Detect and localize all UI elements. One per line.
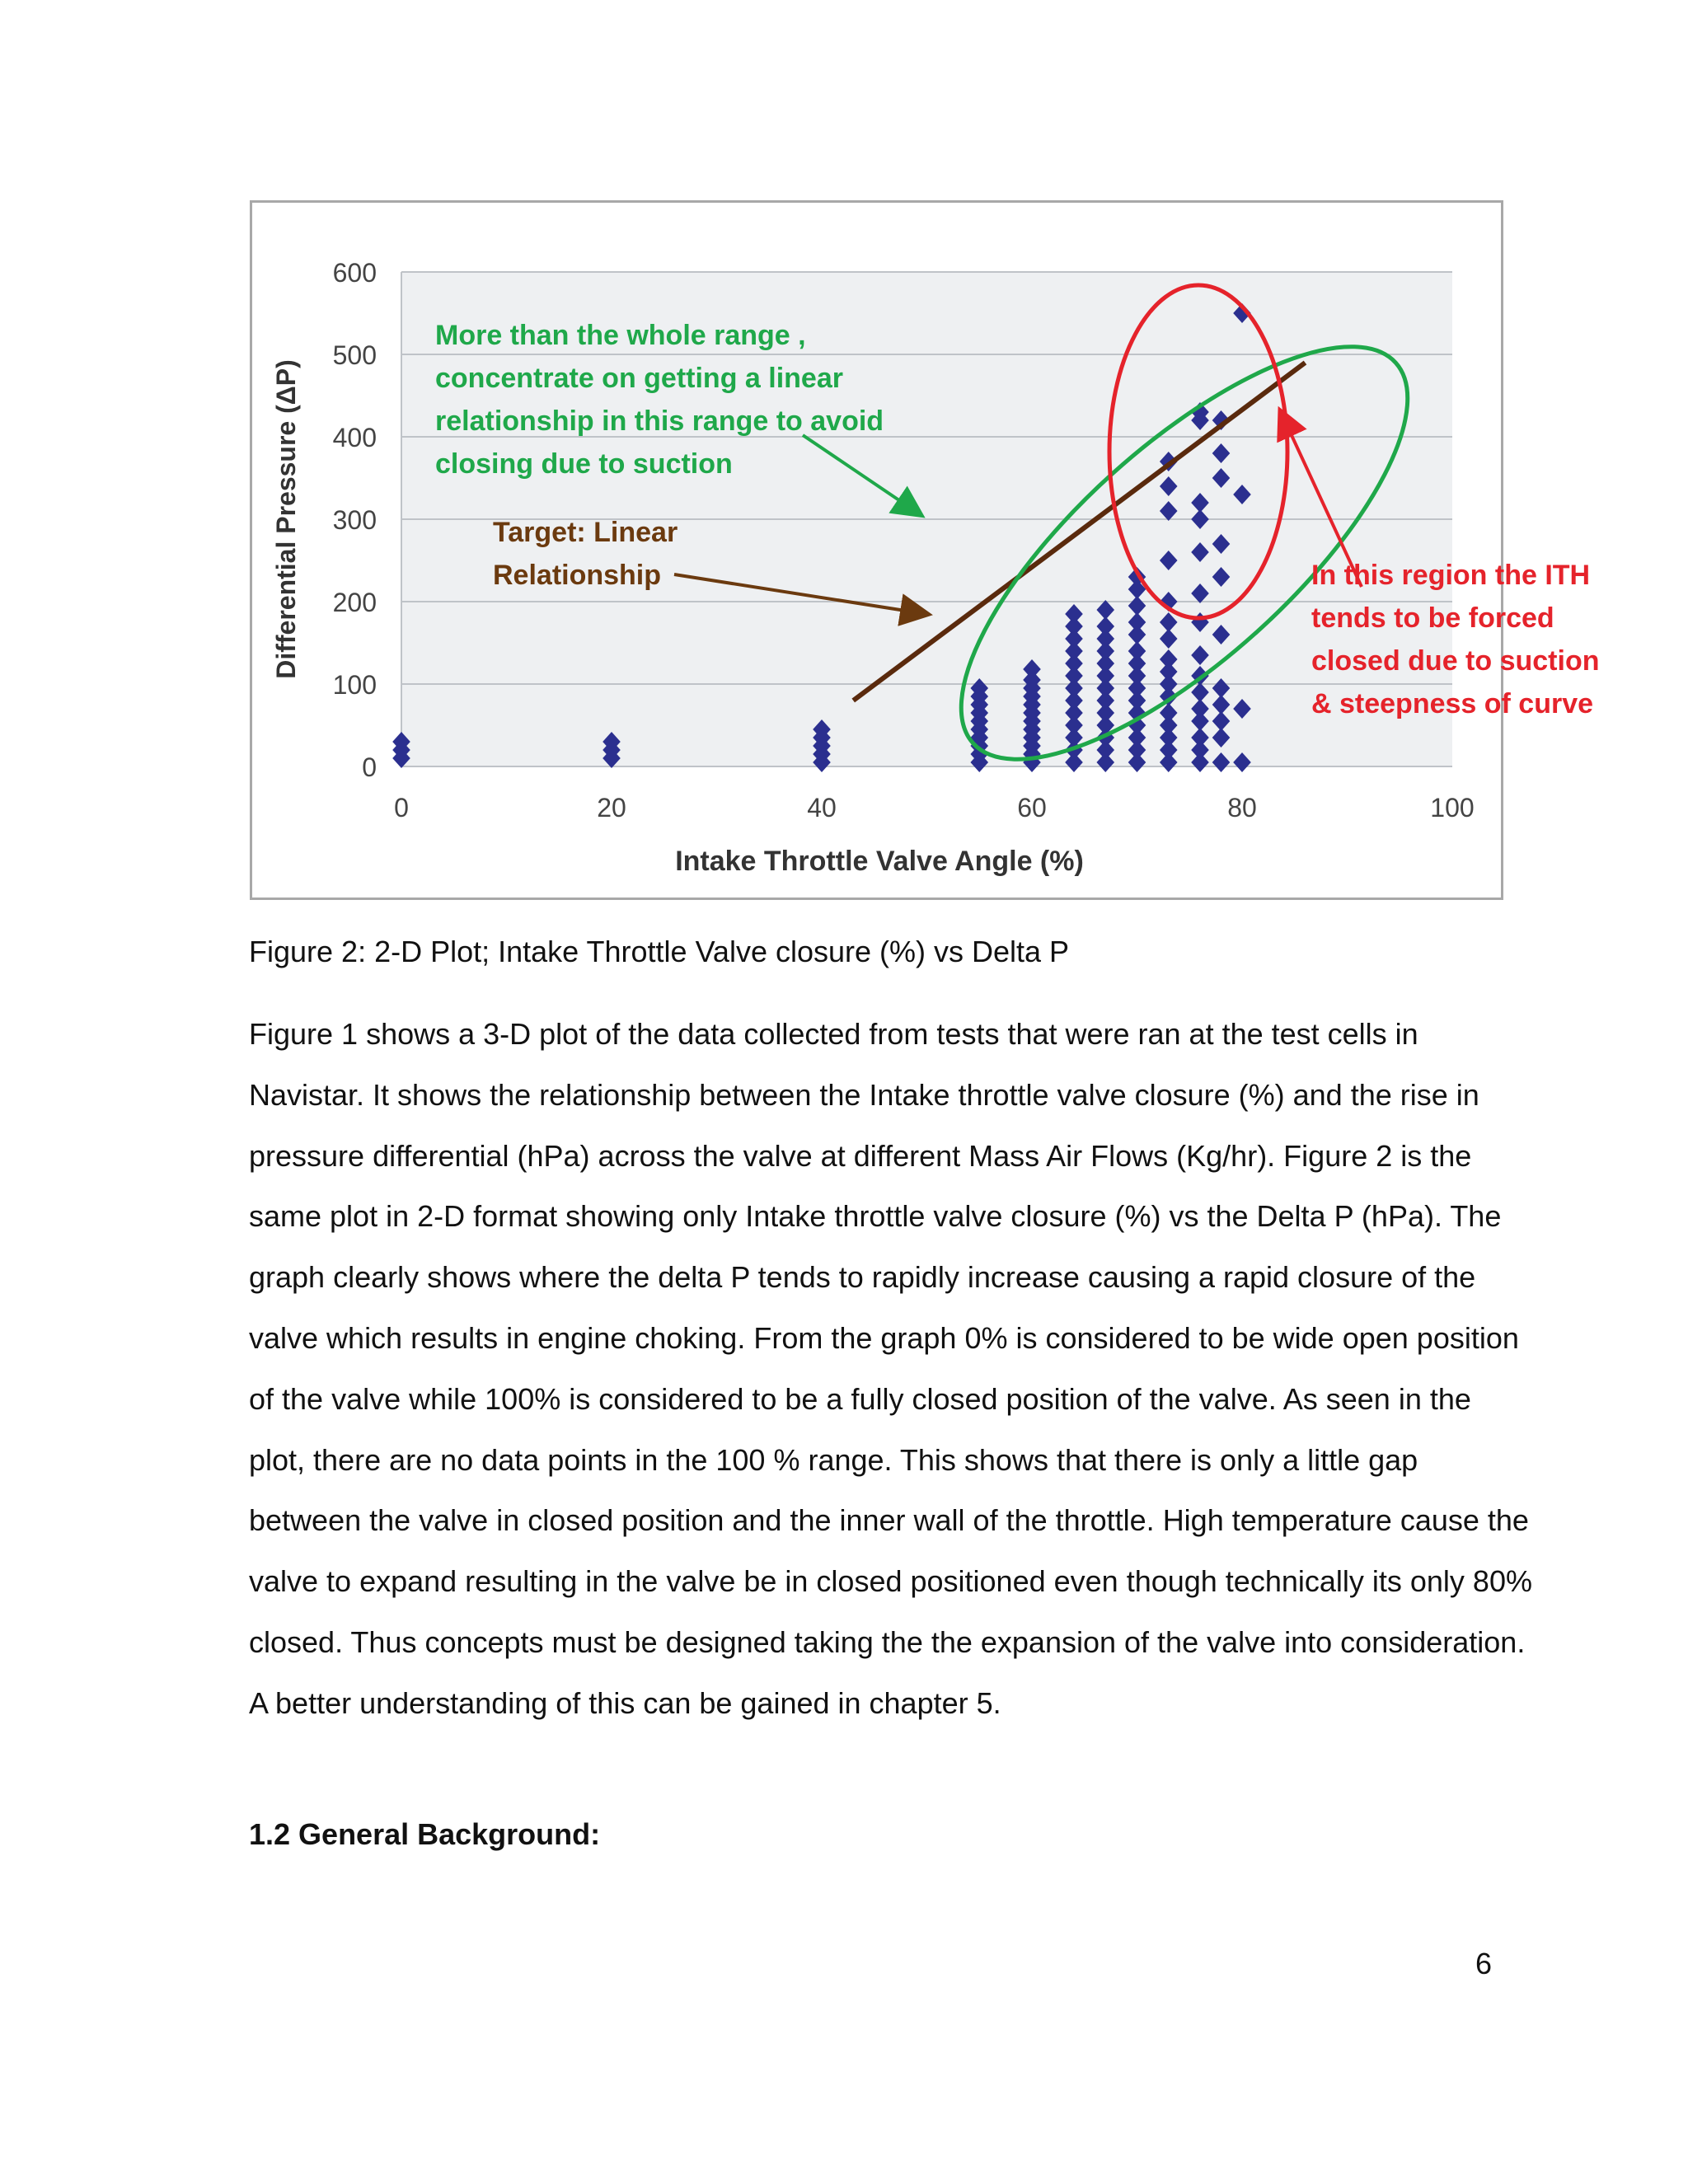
y-tick-label: 600 bbox=[332, 258, 377, 288]
x-tick-label: 40 bbox=[807, 793, 837, 823]
y-tick-label: 0 bbox=[362, 752, 377, 782]
y-tick-label: 500 bbox=[332, 340, 377, 370]
figure-caption: Figure 2: 2-D Plot; Intake Throttle Valve closure (%) vs Delta P bbox=[249, 935, 1070, 968]
x-axis-label: Intake Throttle Valve Angle (%) bbox=[675, 846, 1084, 877]
x-tick-label: 60 bbox=[1017, 793, 1047, 823]
x-tick-label: 100 bbox=[1430, 793, 1475, 823]
y-tick-label: 300 bbox=[332, 505, 377, 535]
y-tick-label: 100 bbox=[332, 670, 377, 700]
x-tick-label: 80 bbox=[1227, 793, 1257, 823]
body-paragraph: Figure 1 shows a 3-D plot of the data collected from tests that were ran at the test cells in Navistar. It shows the relationship between the Intake throttle valve closure (%) and the rise in pressure differential (hPa) across the valve at different Mass Air Flows (Kg/hr). Figure 2 is the same plot in 2-D format showing only Intake throttle valve closure (%) vs the Delta P (hPa). The graph clearly shows where the delta P tends to rapidly increase causing a rapid closure of the valve which results in engine choking. From the graph 0% is considered to be wide open position of the valve while 100% is considered to be a fully closed position of the valve. As seen in the plot, there are no data points in the 100 % range. This shows that there is only a little gap between the valve in closed position and the inner wall of the throttle. High temperature cause the valve to expand resulting in the valve be in closed positioned even though technically its only 80% closed. Thus concepts must be designed taking the the expansion of the valve into consideration. A better understanding of this can be gained in chapter 5. bbox=[249, 1017, 1532, 1720]
page-number: 6 bbox=[1475, 1947, 1493, 1980]
x-tick-label: 20 bbox=[597, 793, 626, 823]
red-annotation: In this region the ITH tends to be forced closed due to suction & steepness of curve bbox=[1311, 560, 1600, 719]
y-axis-label: Differential Pressure (ΔP) bbox=[271, 359, 301, 679]
x-axis-ticks bbox=[394, 793, 1475, 823]
figure-frame bbox=[250, 200, 1600, 900]
y-tick-label: 400 bbox=[332, 423, 377, 452]
x-tick-label: 0 bbox=[394, 793, 409, 823]
target-annotation: Target: Linear Relationship bbox=[493, 517, 678, 591]
section-heading: 1.2 General Background: bbox=[249, 1817, 601, 1851]
y-axis-ticks bbox=[333, 258, 377, 782]
y-tick-label: 200 bbox=[332, 588, 377, 617]
green-annotation: More than the whole range , concentrate on getting a linear relationship in this range to avoid closing due to suction bbox=[435, 320, 884, 480]
scatter-chart bbox=[252, 203, 1600, 898]
